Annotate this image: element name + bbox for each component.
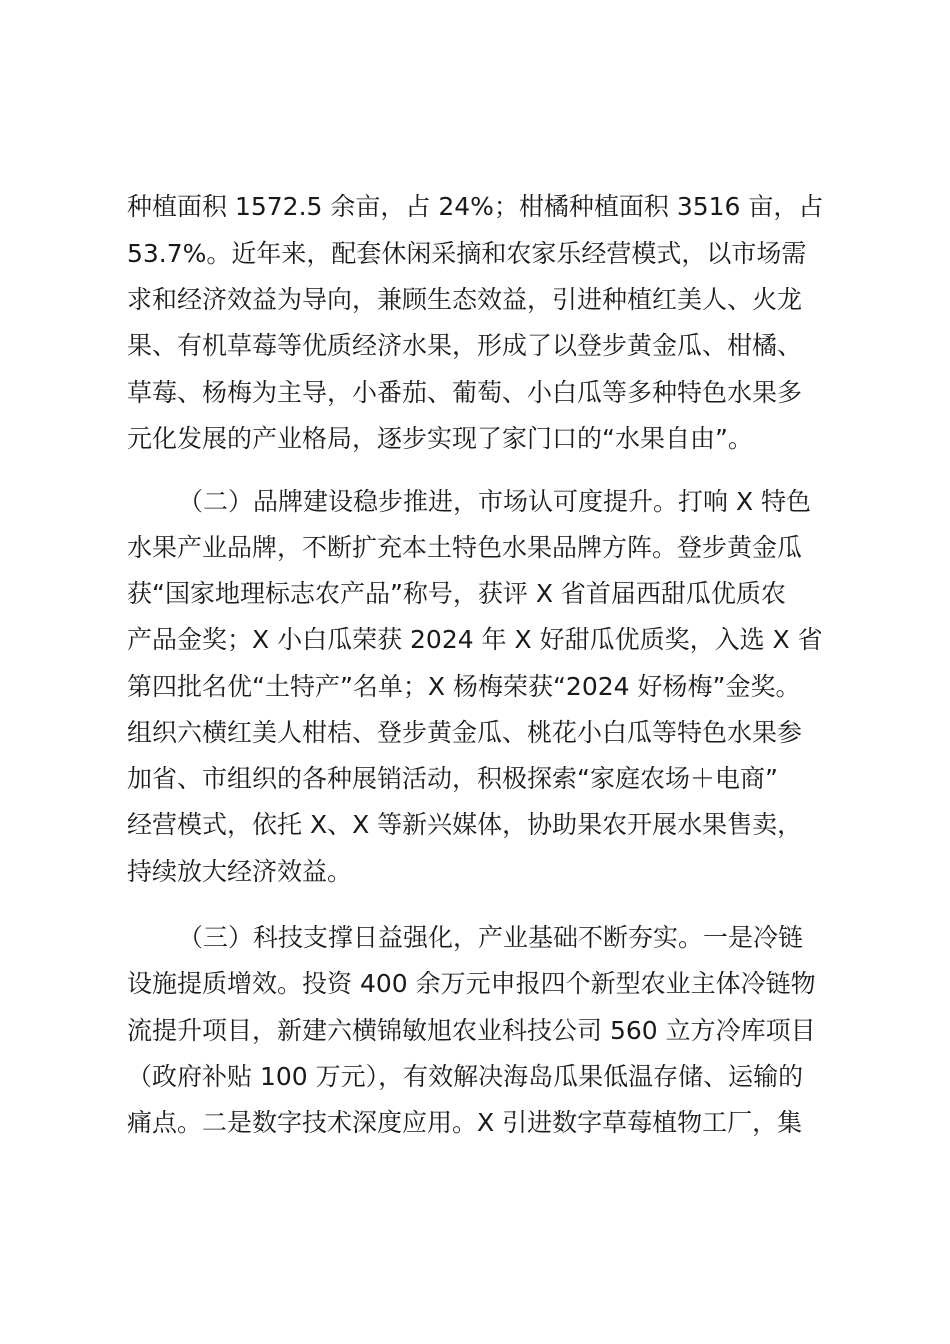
paragraph-line: 设施提质增效。投资 400 余万元申报四个新型农业主体冷链物 — [127, 969, 816, 998]
section-heading-line: （三）科技支撑日益强化，产业基础不断夯实。一是冷链 — [178, 923, 804, 952]
paragraph-line: 持续放大经济效益。 — [127, 857, 353, 886]
paragraph-line: （政府补贴 100 万元），有效解决海岛瓜果低温存储、运输的 — [127, 1062, 804, 1091]
paragraph-line: 种植面积 1572.5 余亩，占 24%；柑橘种植面积 3516 亩，占 — [127, 192, 824, 221]
paragraph-line: 组织六横红美人柑桔、登步黄金瓜、桃花小白瓜等特色水果参 — [127, 718, 803, 747]
paragraph-line: 求和经济效益为导向，兼顾生态效益，引进种植红美人、火龙 — [127, 285, 803, 314]
paragraph-line: 果、有机草莓等优质经济水果，形成了以登步黄金瓜、柑橘、 — [127, 331, 803, 360]
paragraph-line: 水果产业品牌，不断扩充本土特色水果品牌方阵。登步黄金瓜 — [127, 533, 803, 562]
paragraph-line: 流提升项目，新建六横锦敏旭农业科技公司 560 立方冷库项目 — [127, 1016, 816, 1045]
paragraph-line: 经营模式，依托 X、X 等新兴媒体，协助果农开展水果售卖， — [127, 810, 803, 839]
section-heading-line: （二）品牌建设稳步推进，市场认可度提升。打响 X 特色 — [178, 487, 812, 516]
paragraph-line: 第四批名优“土特产”名单；X 杨梅荣获“2024 好杨梅”金奖。 — [127, 672, 801, 701]
paragraph-line: 53.7%。近年来，配套休闲采摘和农家乐经营模式，以市场需 — [127, 239, 807, 268]
paragraph-line: 痛点。二是数字技术深度应用。X 引进数字草莓植物工厂，集 — [127, 1108, 803, 1137]
paragraph-line: 获“国家地理标志农产品”称号，获评 X 省首届西甜瓜优质农 — [127, 579, 786, 608]
paragraph-line: 元化发展的产业格局，逐步实现了家门口的“水果自由”。 — [127, 424, 753, 453]
paragraph-line: 产品金奖；X 小白瓜荣获 2024 年 X 好甜瓜优质奖，入选 X 省 — [127, 625, 823, 654]
paragraph-line: 加省、市组织的各种展销活动，积极探索“家庭农场＋电商” — [127, 764, 778, 793]
paragraph-line: 草莓、杨梅为主导，小番茄、葡萄、小白瓜等多种特色水果多 — [127, 378, 803, 407]
